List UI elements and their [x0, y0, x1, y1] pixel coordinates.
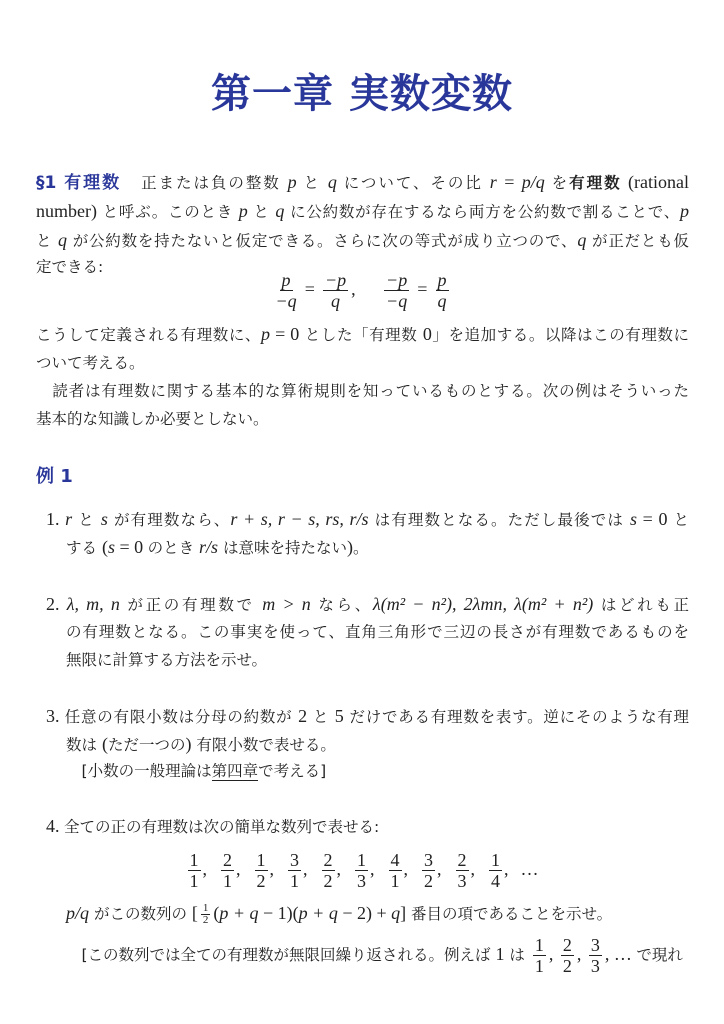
math-expression: p — [261, 324, 271, 344]
fraction — [422, 850, 435, 891]
fraction-sequence — [0, 850, 724, 891]
numerator: 2 — [323, 850, 333, 870]
text-run: する — [66, 539, 102, 557]
math-expression: r/s — [199, 537, 219, 557]
text-run: 小数の一般理論は — [87, 762, 212, 780]
math-roman: number) — [36, 201, 97, 221]
text-run: はどれも正 — [593, 596, 690, 614]
math-expression: q — [327, 172, 337, 192]
text-run: 番目の項であることを示せ。 — [406, 905, 613, 923]
denominator: −q — [275, 291, 297, 311]
comma: , — [351, 279, 356, 299]
math-expression: λ(m² − n²), 2λmn, λ(m² + n²) — [372, 594, 594, 614]
fraction — [201, 903, 211, 926]
math-expression: q — [275, 201, 285, 221]
math-roman: ] — [400, 903, 407, 923]
example-line — [46, 816, 699, 837]
example-line — [66, 935, 689, 976]
math-roman: ) — [347, 537, 353, 557]
math-expression: q — [391, 903, 401, 923]
denominator: 2 — [256, 871, 266, 891]
text-run: は — [504, 946, 530, 964]
text-run: は意味を持たない — [218, 539, 347, 557]
fraction — [221, 850, 234, 891]
fraction — [589, 935, 602, 976]
math-roman: 5 — [334, 706, 344, 726]
fraction — [255, 850, 268, 891]
comma: , — [236, 859, 241, 879]
denominator: −q — [386, 291, 408, 311]
text-run: だけである有理数を表す。逆にそのような有理 — [343, 708, 689, 726]
fraction — [288, 850, 301, 891]
math-expression: q — [577, 230, 587, 250]
math-roman: = 0 — [637, 509, 668, 529]
example-line — [66, 537, 689, 558]
fraction — [355, 850, 368, 891]
numerator: 2 — [223, 850, 232, 870]
math-roman: − 2) + — [337, 903, 392, 923]
denominator: 1 — [223, 871, 232, 891]
underlined-reference: 第四章 — [211, 762, 259, 780]
numerator: −p — [324, 270, 347, 290]
bold-term: 有理数 — [569, 174, 622, 192]
comma: , — [437, 859, 442, 879]
text-run: 有限小数で表せる。 — [191, 736, 336, 754]
math-roman: 2 — [298, 706, 308, 726]
math-expression: r — [65, 509, 73, 529]
text-run: で現れ — [636, 946, 683, 964]
denominator: 3 — [357, 871, 366, 891]
text-run: 数は — [66, 736, 102, 754]
denominator: q — [331, 291, 341, 311]
text-run: ついて考える。 — [36, 354, 145, 372]
ellipsis: … — [520, 859, 539, 879]
math-expression: q — [58, 230, 68, 250]
section-line — [36, 381, 689, 401]
text-run: の有理数となる。この事実を使って、直角三角形で三辺の長さが有理数であるものを — [66, 623, 689, 641]
numerator: −p — [386, 270, 408, 290]
comma: , — [269, 859, 274, 879]
math-roman: = 0 — [270, 324, 300, 344]
text-run: のとき — [147, 539, 200, 557]
text-run: と — [307, 708, 335, 726]
math-expression: s — [630, 509, 638, 529]
section-line — [36, 201, 689, 222]
text-run: 任意の有限小数は分母の約数が — [64, 708, 299, 726]
text-run: と — [72, 511, 101, 529]
text-run: 正または負の整数 — [141, 174, 288, 192]
math-expression: p — [680, 201, 689, 221]
text-run: 定できる: — [36, 258, 104, 276]
math-expression: λ, m, n — [66, 594, 120, 614]
denominator: 2 — [424, 871, 433, 891]
math-expression: p — [287, 172, 297, 192]
math-roman: 0 — [422, 324, 432, 344]
math-roman: ) — [185, 734, 192, 754]
text-run: こうして定義される有理数に、 — [36, 326, 262, 344]
section-line — [36, 324, 689, 345]
numerator: 3 — [590, 935, 600, 955]
text-run: と — [296, 174, 328, 192]
numerator: 3 — [290, 850, 299, 870]
denominator: 1 — [390, 871, 400, 891]
section-heading: §1 有理数 — [36, 173, 122, 193]
text-run: と — [36, 232, 59, 250]
denominator: 3 — [457, 871, 467, 891]
numerator: 1 — [357, 850, 366, 870]
denominator: 1 — [534, 956, 544, 976]
math-roman: 4. — [46, 816, 64, 836]
comma: , — [470, 859, 475, 879]
comma: , — [403, 859, 408, 879]
text-run: について、その比 — [336, 174, 490, 192]
comma: , — [504, 859, 509, 879]
denominator: 1 — [290, 871, 299, 891]
example-line — [46, 594, 689, 615]
denominator: 2 — [323, 871, 333, 891]
example-line — [66, 903, 689, 926]
math-roman: ( — [213, 903, 220, 923]
text-run: と — [247, 203, 276, 221]
denominator: 3 — [590, 956, 600, 976]
example-line — [66, 650, 689, 670]
math-expression: r = p/q — [489, 172, 545, 192]
text-run: 無限に計算する方法を示せ。 — [66, 651, 268, 669]
math-roman: , — [548, 944, 558, 964]
denominator: 1 — [189, 871, 199, 891]
fraction — [456, 850, 469, 891]
text-run: を — [544, 174, 570, 192]
equation — [0, 270, 724, 311]
comma: , — [303, 859, 308, 879]
text-run: 全ての正の有理数は次の簡単な数列で表せる: — [64, 818, 380, 836]
numerator: 1 — [189, 850, 199, 870]
math-roman: ( — [101, 734, 108, 754]
numerator: 4 — [390, 850, 400, 870]
text-run: 。 — [353, 539, 369, 557]
text-run: で考える] — [258, 762, 327, 780]
text-run: 基本的な知識しか必要としない。 — [36, 410, 269, 428]
example-line — [46, 706, 689, 727]
equals: = — [417, 279, 428, 299]
text-run: が有理数なら、 — [107, 511, 231, 529]
text-run: 読者は有理数に関する基本的な算術規則を知っているものとする。次の例はそういった — [36, 382, 689, 400]
fraction — [561, 935, 574, 976]
text-run: 」を追加する。以降はこの有理数に — [431, 326, 689, 344]
example-line — [66, 761, 689, 781]
text-run: と呼ぶ。このとき — [96, 203, 239, 221]
fraction — [384, 270, 409, 311]
math-roman: 3. — [46, 706, 65, 726]
denominator: 4 — [491, 871, 500, 891]
text-run: は有理数となる。ただし最後では — [368, 511, 631, 529]
comma: , — [202, 859, 207, 879]
section-line — [36, 353, 689, 373]
numerator: 3 — [424, 850, 433, 870]
denominator: 2 — [562, 956, 572, 976]
math-roman: , … — [604, 944, 637, 964]
example-heading: 例 1 — [36, 466, 73, 487]
numerator: p — [437, 270, 447, 290]
text-run: がこの数列の — [89, 905, 192, 923]
fraction — [436, 270, 449, 311]
text-run: [この数列では全ての有理数が無限回繰り返される。例えば — [66, 946, 496, 964]
numerator: 1 — [256, 850, 266, 870]
numerator: 1 — [534, 935, 544, 955]
numerator: 1 — [491, 850, 500, 870]
text-run: ただ一つの — [107, 736, 186, 754]
example-line — [66, 734, 689, 755]
comma: , — [336, 859, 341, 879]
text-run: に公約数が存在するなら両方を公約数で割ることで、 — [284, 203, 680, 221]
chapter-title: 第一章 実数変数 — [211, 71, 513, 117]
fraction — [489, 850, 502, 891]
math-expression: p + q — [298, 903, 338, 923]
math-expression: p + q — [219, 903, 259, 923]
text-run: [ — [66, 762, 88, 780]
math-expression: s — [100, 509, 108, 529]
section-line — [36, 172, 689, 193]
example-line — [46, 509, 689, 530]
math-expression: r + s, r − s, rs, r/s — [230, 509, 369, 529]
math-expression: p/q — [66, 903, 90, 923]
text-run: と — [667, 511, 690, 529]
numerator: p — [281, 270, 291, 290]
math-roman: 1 — [495, 944, 505, 964]
numerator: 2 — [562, 935, 572, 955]
math-roman: = 0 — [114, 537, 148, 557]
denominator: 2 — [202, 914, 209, 926]
equals: = — [304, 279, 315, 299]
example-line — [66, 622, 689, 642]
fraction — [389, 850, 402, 891]
fraction — [323, 270, 348, 311]
denominator: q — [437, 291, 447, 311]
math-roman: (rational — [621, 172, 689, 192]
math-roman: 1. — [46, 509, 66, 529]
fraction — [275, 270, 296, 311]
comma: , — [370, 859, 375, 879]
numerator: 1 — [202, 902, 209, 914]
text-run: なら、 — [310, 596, 373, 614]
text-run: とした「有理数 — [299, 326, 423, 344]
math-roman: 2. — [46, 594, 67, 614]
fraction — [188, 850, 201, 891]
text-run: が正の有理数で — [119, 596, 263, 614]
section-line — [36, 409, 689, 429]
math-roman: , — [576, 944, 586, 964]
math-expression: s — [107, 537, 115, 557]
math-expression: m > n — [262, 594, 311, 614]
math-roman: [ — [191, 903, 198, 923]
math-expression: p — [238, 201, 248, 221]
math-roman: ( — [101, 537, 108, 557]
fraction — [533, 935, 546, 976]
text-run: が正だとも仮 — [586, 232, 689, 250]
fraction — [322, 850, 335, 891]
math-roman: − 1)( — [258, 903, 299, 923]
text-run: が公約数を持たないと仮定できる。さらに次の等式が成り立つので、 — [67, 232, 578, 250]
section-line — [36, 230, 689, 251]
numerator: 2 — [457, 850, 467, 870]
